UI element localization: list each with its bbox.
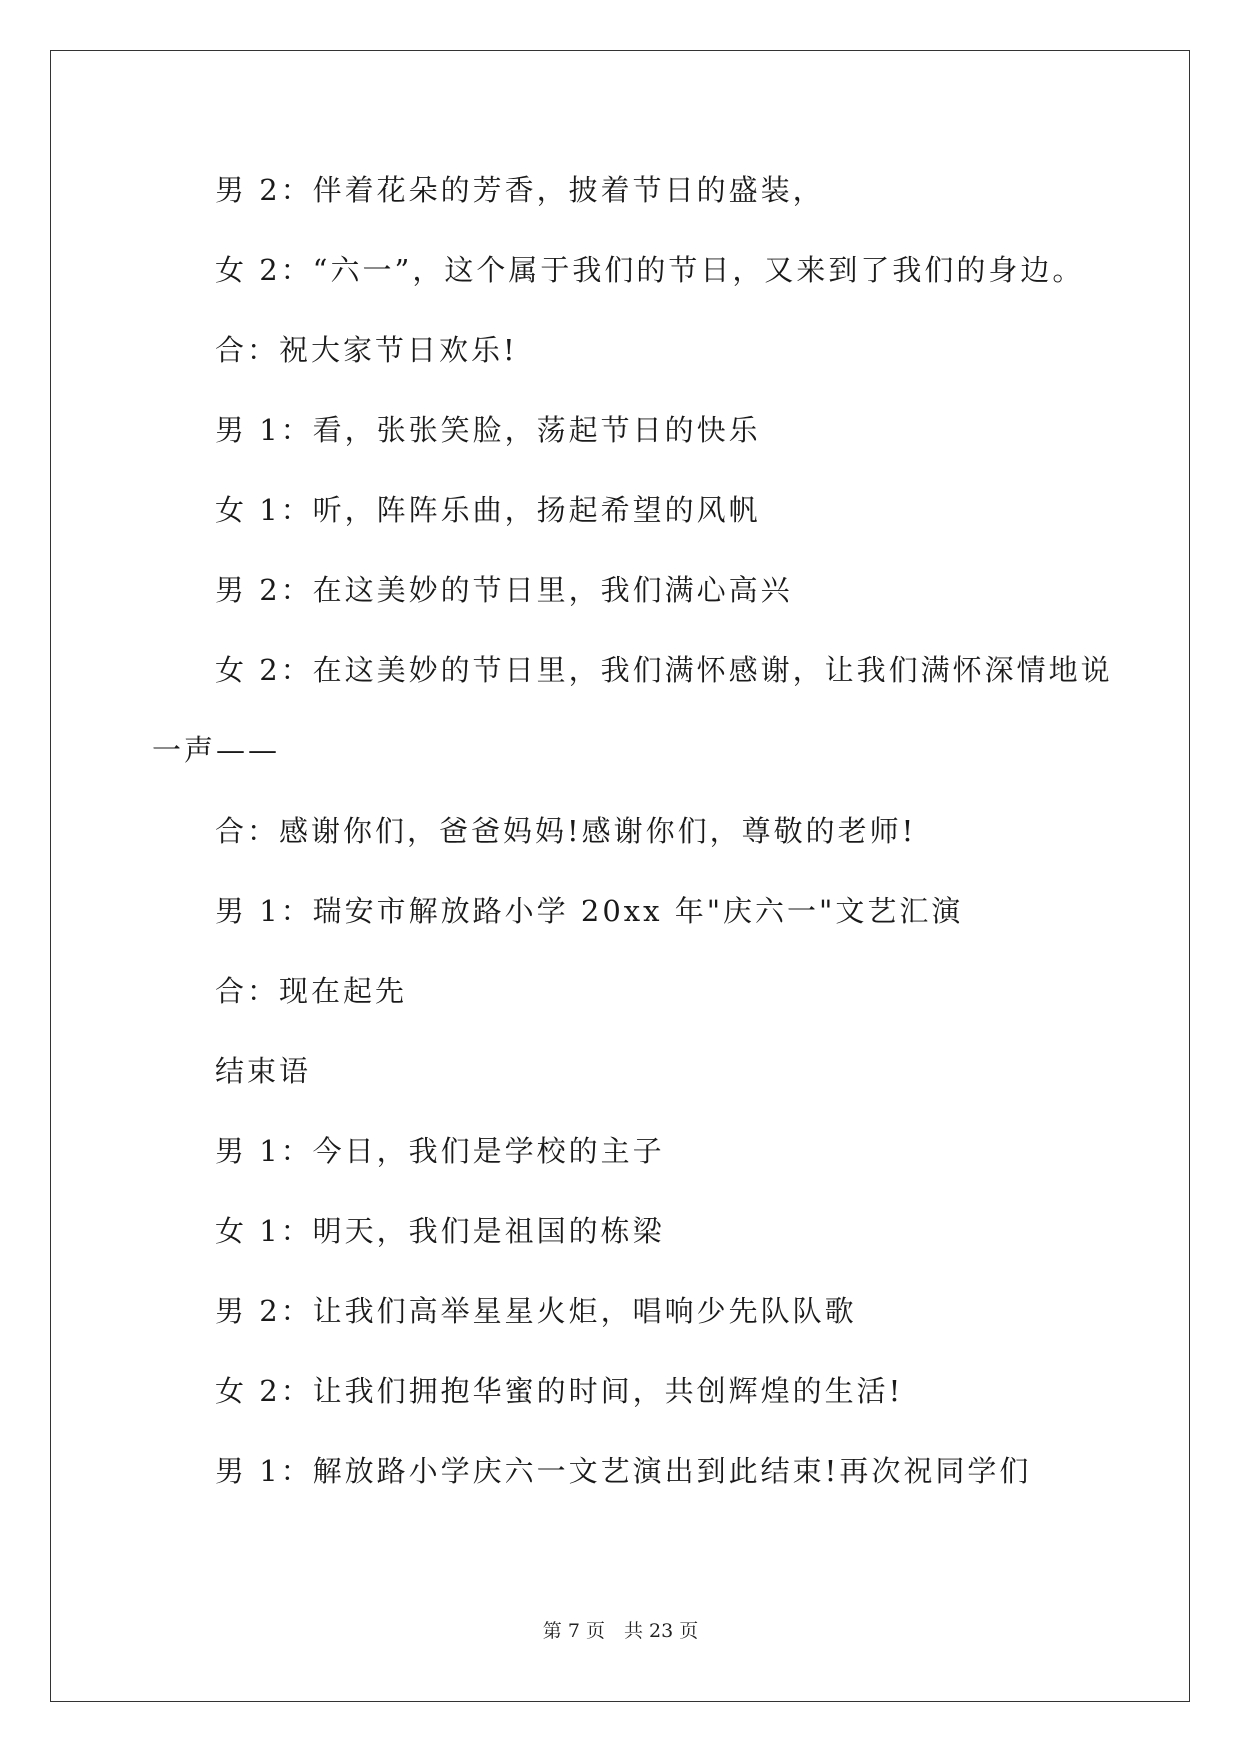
dialogue-line-continuation: 一声—— [152,733,281,767]
dialogue-line: 女 2：“六一”，这个属于我们的节日，又来到了我们的身边。 [215,253,1085,287]
dialogue-line: 男 2：让我们高举星星火炬，唱响少先队队歌 [215,1294,857,1328]
dialogue-line: 女 2：让我们拥抱华蜜的时间，共创辉煌的生活! [215,1374,904,1408]
section-heading: 结束语 [215,1054,312,1088]
dialogue-line: 男 2：在这美妙的节日里，我们满心高兴 [215,573,793,607]
dialogue-line: 女 2：在这美妙的节日里，我们满怀感谢，让我们满怀深情地说 [215,653,1113,687]
dialogue-line: 男 1：今日，我们是学校的主子 [215,1134,665,1168]
dialogue-line: 合：现在起先 [215,974,408,1008]
dialogue-line: 男 1：解放路小学庆六一文艺演出到此结束!再次祝同学们 [215,1454,1032,1488]
dialogue-line: 合：祝大家节日欢乐! [215,333,518,367]
dialogue-line: 女 1：听，阵阵乐曲，扬起希望的风帆 [215,493,761,527]
page-footer: 第 7 页 共 23 页 [542,1620,699,1642]
dialogue-line: 男 2：伴着花朵的芳香，披着节日的盛装， [215,173,825,207]
dialogue-line: 女 1：明天，我们是祖国的栋梁 [215,1214,665,1248]
dialogue-line: 男 1：看，张张笑脸，荡起节日的快乐 [215,413,761,447]
dialogue-line: 合：感谢你们，爸爸妈妈!感谢你们，尊敬的老师! [215,814,917,848]
dialogue-line: 男 1：瑞安市解放路小学 20xx 年"庆六一"文艺汇演 [215,894,964,928]
